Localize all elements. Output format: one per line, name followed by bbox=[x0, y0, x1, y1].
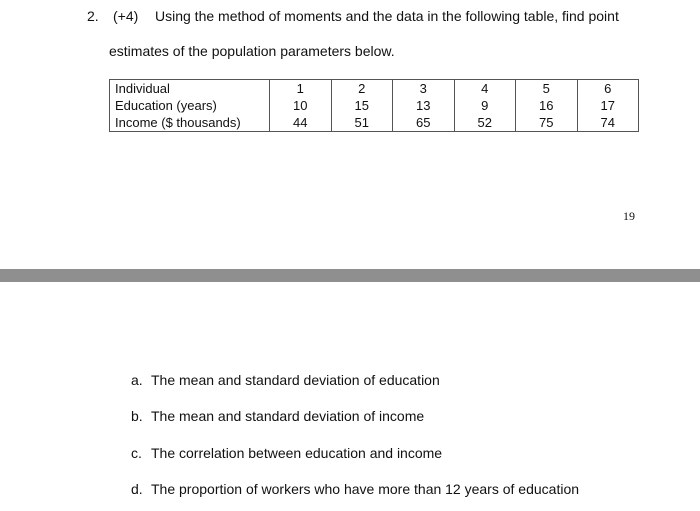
part-letter: c. bbox=[131, 445, 142, 461]
question-text-line2: estimates of the population parameters below. bbox=[109, 43, 395, 59]
table-cell: 16 bbox=[516, 97, 578, 114]
data-table bbox=[109, 79, 639, 132]
table-cell: 6 bbox=[577, 80, 639, 98]
table-cell: 9 bbox=[454, 97, 516, 114]
table-cell: 13 bbox=[393, 97, 455, 114]
table-cell: 1 bbox=[270, 80, 332, 98]
part-text: The proportion of workers who have more than 12 years of education bbox=[151, 481, 580, 497]
part-text: The mean and standard deviation of education bbox=[151, 372, 440, 388]
table-cell: 4 bbox=[454, 80, 516, 98]
page-separator bbox=[0, 269, 700, 282]
question-text-line1: Using the method of moments and the data in the following table, find point bbox=[155, 8, 619, 24]
part-text: The mean and standard deviation of income bbox=[151, 408, 425, 424]
row-label: Individual bbox=[110, 80, 270, 98]
table-cell: 75 bbox=[516, 114, 578, 132]
table-cell: 5 bbox=[516, 80, 578, 98]
table-cell: 65 bbox=[393, 114, 455, 132]
page-number: 19 bbox=[623, 209, 635, 223]
row-label: Education (years) bbox=[110, 97, 270, 114]
table-cell: 44 bbox=[270, 114, 332, 132]
part-letter: d. bbox=[131, 481, 143, 497]
table-cell: 15 bbox=[331, 97, 393, 114]
table-cell: 10 bbox=[270, 97, 332, 114]
table-cell: 3 bbox=[393, 80, 455, 98]
table-cell: 2 bbox=[331, 80, 393, 98]
question-number: 2. bbox=[87, 8, 99, 24]
question-points: (+4) bbox=[113, 8, 139, 24]
part-text: The correlation between education and income bbox=[151, 445, 443, 461]
table-cell: 74 bbox=[577, 114, 639, 132]
table-cell: 51 bbox=[331, 114, 393, 132]
question-header bbox=[87, 8, 647, 28]
row-label: Income ($ thousands) bbox=[110, 114, 270, 132]
table-row bbox=[110, 80, 639, 98]
table-row bbox=[110, 114, 639, 132]
part-letter: a. bbox=[131, 372, 143, 388]
table-cell: 52 bbox=[454, 114, 516, 132]
table-cell: 17 bbox=[577, 97, 639, 114]
part-letter: b. bbox=[131, 408, 143, 424]
table-row bbox=[110, 97, 639, 114]
